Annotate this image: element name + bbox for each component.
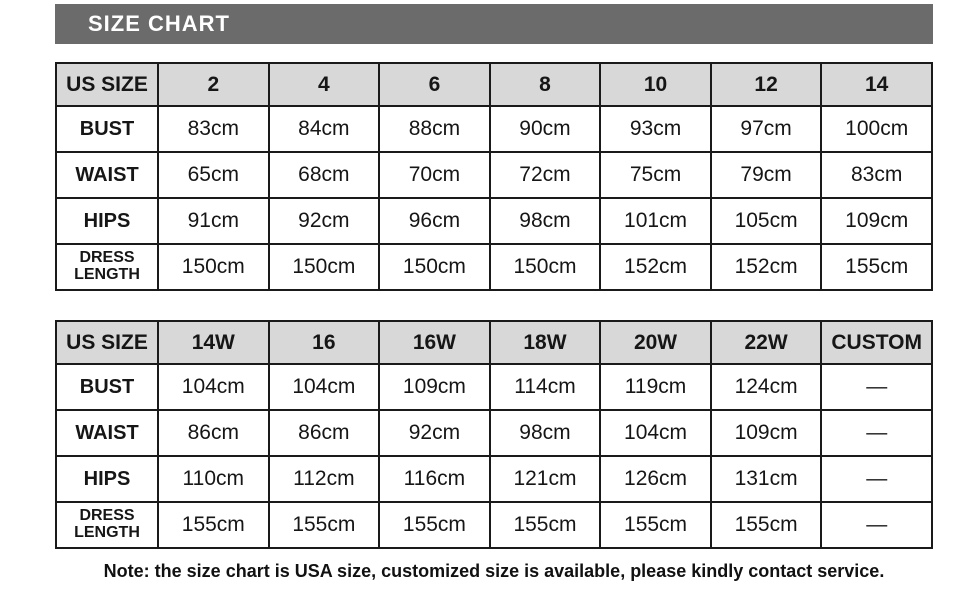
note-text: Note: the size chart is USA size, customized size is available, please kindly contact service. (103, 561, 885, 581)
measurement-value-cell: 92cm (379, 410, 490, 456)
measurement-value-cell: — (821, 410, 932, 456)
measurement-value-cell: 112cm (269, 456, 380, 502)
measurement-row (56, 152, 932, 198)
measurement-value-cell: 109cm (711, 410, 822, 456)
title-bar (55, 4, 933, 44)
measurement-row (56, 198, 932, 244)
measurement-value-cell: 155cm (600, 502, 711, 548)
size-header-row (56, 321, 932, 364)
measurement-value-cell: 88cm (379, 106, 490, 152)
size-column-header: 16W (379, 321, 490, 364)
measurement-value-cell: 155cm (158, 502, 269, 548)
measurement-value-cell: 65cm (158, 152, 269, 198)
measurement-value-cell: 72cm (490, 152, 601, 198)
measurement-value-cell: 150cm (379, 244, 490, 290)
size-table-plus (55, 320, 933, 549)
measurement-value-cell: 68cm (269, 152, 380, 198)
measurement-value-cell: 75cm (600, 152, 711, 198)
measurement-value-cell: 92cm (269, 198, 380, 244)
us-size-header-cell: US SIZE (56, 63, 158, 106)
measurement-row (56, 502, 932, 548)
size-column-header: 14W (158, 321, 269, 364)
measurement-value-cell: 86cm (158, 410, 269, 456)
measurement-label-cell: WAIST (56, 410, 158, 456)
measurement-value-cell: 155cm (490, 502, 601, 548)
measurement-value-cell: 101cm (600, 198, 711, 244)
measurement-label-cell: BUST (56, 364, 158, 410)
measurement-value-cell: 119cm (600, 364, 711, 410)
measurement-value-cell: 150cm (269, 244, 380, 290)
size-column-header: 8 (490, 63, 601, 106)
measurement-value-cell: — (821, 502, 932, 548)
measurement-value-cell: 155cm (269, 502, 380, 548)
measurement-value-cell: 150cm (158, 244, 269, 290)
measurement-value-cell: 104cm (600, 410, 711, 456)
measurement-value-cell: 105cm (711, 198, 822, 244)
measurement-value-cell: 155cm (379, 502, 490, 548)
measurement-value-cell: 152cm (711, 244, 822, 290)
measurement-value-cell: 114cm (490, 364, 601, 410)
page-title: SIZE CHART (88, 11, 230, 36)
measurement-row (56, 244, 932, 290)
measurement-value-cell: 155cm (821, 244, 932, 290)
measurement-label-cell: HIPS (56, 456, 158, 502)
measurement-value-cell: 131cm (711, 456, 822, 502)
size-column-header: 16 (269, 321, 380, 364)
measurement-value-cell: 98cm (490, 410, 601, 456)
size-column-header: 18W (490, 321, 601, 364)
measurement-value-cell: 121cm (490, 456, 601, 502)
size-column-header: CUSTOM (821, 321, 932, 364)
measurement-value-cell: 79cm (711, 152, 822, 198)
size-column-header: 12 (711, 63, 822, 106)
measurement-label-cell: BUST (56, 106, 158, 152)
measurement-value-cell: 83cm (158, 106, 269, 152)
size-column-header: 10 (600, 63, 711, 106)
measurement-value-cell: 116cm (379, 456, 490, 502)
measurement-row (56, 410, 932, 456)
size-table-regular (55, 62, 933, 291)
measurement-value-cell: 97cm (711, 106, 822, 152)
size-column-header: 14 (821, 63, 932, 106)
measurement-label-cell: HIPS (56, 198, 158, 244)
measurement-value-cell: 126cm (600, 456, 711, 502)
measurement-value-cell: 83cm (821, 152, 932, 198)
measurement-value-cell: 152cm (600, 244, 711, 290)
measurement-value-cell: 96cm (379, 198, 490, 244)
measurement-value-cell: 150cm (490, 244, 601, 290)
size-column-header: 4 (269, 63, 380, 106)
size-column-header: 22W (711, 321, 822, 364)
measurement-value-cell: — (821, 364, 932, 410)
measurement-value-cell: 98cm (490, 198, 601, 244)
measurement-label-cell: DRESS LENGTH (56, 244, 158, 290)
measurement-value-cell: 109cm (821, 198, 932, 244)
measurement-value-cell: 104cm (269, 364, 380, 410)
size-column-header: 2 (158, 63, 269, 106)
measurement-row (56, 106, 932, 152)
measurement-row (56, 456, 932, 502)
measurement-row (56, 364, 932, 410)
measurement-value-cell: 110cm (158, 456, 269, 502)
measurement-value-cell: — (821, 456, 932, 502)
measurement-label-cell: WAIST (56, 152, 158, 198)
measurement-value-cell: 70cm (379, 152, 490, 198)
measurement-value-cell: 90cm (490, 106, 601, 152)
us-size-header-cell: US SIZE (56, 321, 158, 364)
size-header-row (56, 63, 932, 106)
measurement-value-cell: 109cm (379, 364, 490, 410)
measurement-value-cell: 100cm (821, 106, 932, 152)
size-column-header: 20W (600, 321, 711, 364)
measurement-value-cell: 84cm (269, 106, 380, 152)
measurement-value-cell: 91cm (158, 198, 269, 244)
size-column-header: 6 (379, 63, 490, 106)
measurement-value-cell: 86cm (269, 410, 380, 456)
measurement-value-cell: 124cm (711, 364, 822, 410)
measurement-value-cell: 155cm (711, 502, 822, 548)
measurement-value-cell: 93cm (600, 106, 711, 152)
measurement-value-cell: 104cm (158, 364, 269, 410)
measurement-label-cell: DRESS LENGTH (56, 502, 158, 548)
